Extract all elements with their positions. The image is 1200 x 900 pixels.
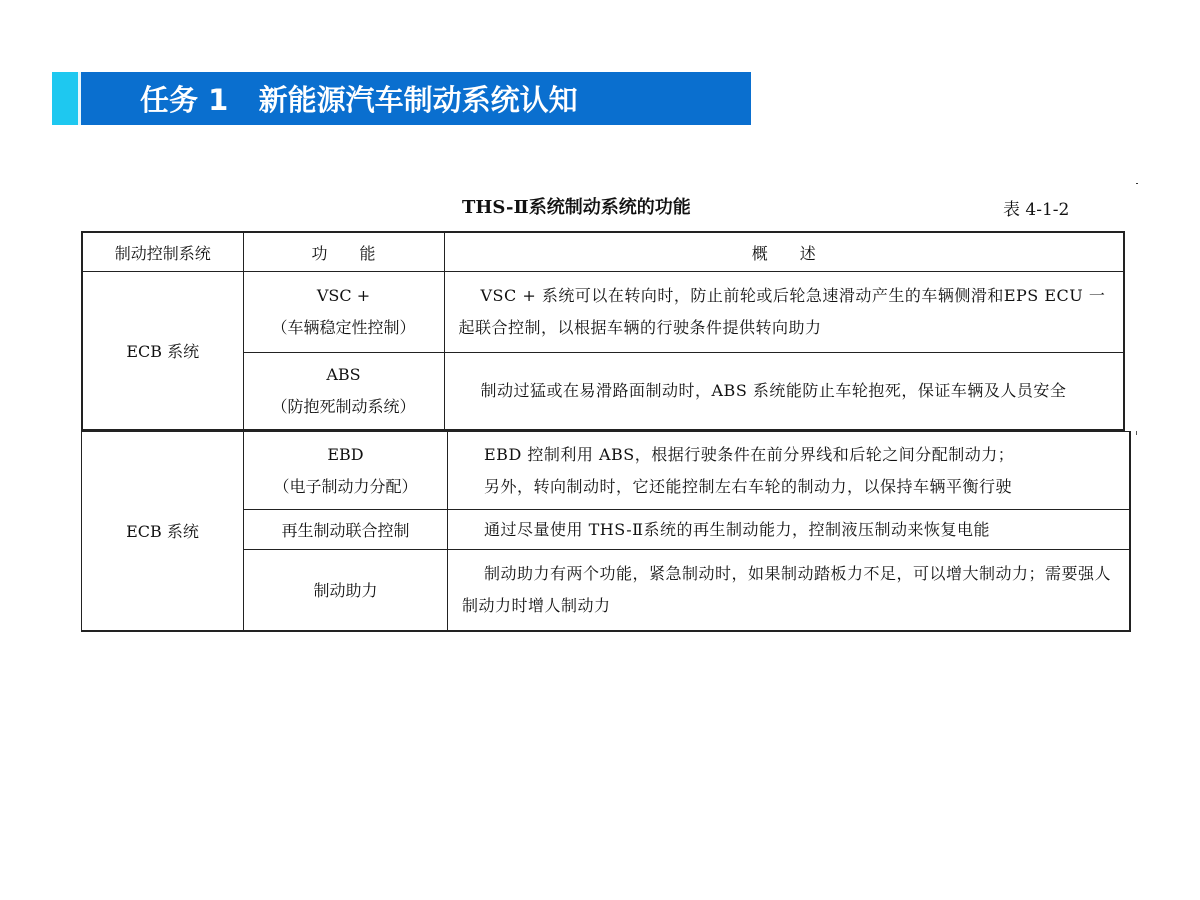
function-cell: 制动助力 xyxy=(244,550,448,631)
banner-title: 任务 1 新能源汽车制动系统认知 xyxy=(140,83,578,117)
function-subtitle: （电子制动力分配） xyxy=(273,476,418,496)
header-function: 功 能 xyxy=(243,232,444,272)
header-overview: 概 述 xyxy=(444,232,1124,272)
function-cell: 再生制动联合控制 xyxy=(244,510,448,550)
table-number: 表 4-1-2 xyxy=(1003,200,1070,220)
table-edge-mark xyxy=(1136,431,1137,435)
overview-cell xyxy=(448,432,1131,510)
overview-cell: 制动过猛或在易滑路面制动时，ABS 系统能防止车轮抱死，保证车辆及人员安全 xyxy=(444,353,1124,430)
function-cell xyxy=(244,432,448,510)
brake-function-table-part1 xyxy=(81,231,1125,431)
table-row xyxy=(82,272,1124,353)
overview-line: EBD 控制利用 ABS，根据行驶条件在前分界线和后轮之间分配制动力； xyxy=(484,444,1015,464)
table-caption: THS-Ⅱ系统制动系统的功能 xyxy=(462,197,691,218)
overview-cell: 通过尽量使用 THS-Ⅱ系统的再生制动能力，控制液压制动来恢复电能 xyxy=(448,510,1131,550)
banner-accent xyxy=(52,72,78,125)
function-subtitle: （车辆稳定性控制） xyxy=(271,318,416,337)
function-name: EBD xyxy=(327,444,364,464)
function-subtitle: （防抱死制动系统） xyxy=(271,396,416,416)
page-mark xyxy=(1136,183,1138,184)
overview-cell: 制动助力有两个功能，紧急制动时，如果制动踏板力不足，可以增大制动力；需要强人制动力时增人制动力 xyxy=(448,550,1131,631)
overview-cell: VSC + 系统可以在转向时，防止前轮或后轮急速滑动产生的车辆侧滑和EPS ECU 一起联合控制，以根据车辆的行驶条件提供转向助力 xyxy=(444,272,1124,353)
function-name: ABS xyxy=(326,364,361,384)
function-cell xyxy=(243,272,444,353)
table-header-row xyxy=(82,232,1124,272)
table-row xyxy=(82,432,1131,510)
overview-line: 另外，转向制动时，它还能控制左右车轮的制动力，以保持车辆平衡行驶 xyxy=(484,476,1013,496)
function-cell xyxy=(243,353,444,430)
brake-function-table-part2 xyxy=(81,431,1131,632)
system-cell: ECB 系统 xyxy=(82,432,244,631)
section-banner xyxy=(52,72,751,125)
header-control-system: 制动控制系统 xyxy=(82,232,243,272)
system-cell: ECB 系统 xyxy=(82,272,243,430)
function-name: VSC + xyxy=(316,286,371,305)
